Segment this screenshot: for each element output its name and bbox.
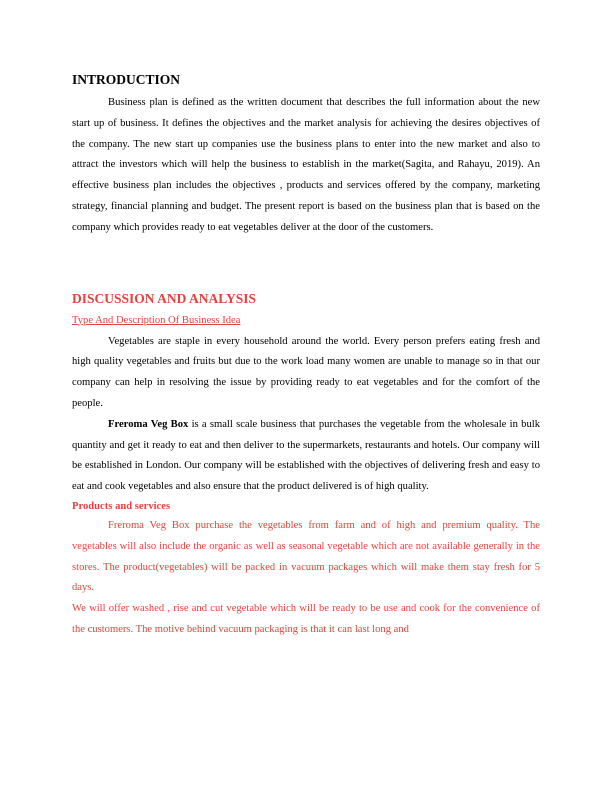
section-spacer <box>72 239 540 291</box>
document-page <box>72 72 540 641</box>
discussion-heading: DISCUSSION AND ANALYSIS <box>72 290 257 306</box>
business-idea-subheading: Type And Description Of Business Idea <box>72 314 241 326</box>
introduction-paragraph: Business plan is defined as the written document that describes the full information about the new start up of business. It defines the objectives and the market analysis for achieving the desires objectives of the company. The new start up companies use the business plans to enter into the new market and also to attract the investors which will help the business to establish in the market(Sagita, and Rahayu, 2019). An effective business plan includes the objectives , products and services offered by the company, marketing strategy, financial planning and budget. The present report is based on the business plan that is based on the company which provides ready to eat vegetables deliver at the door of the customers. <box>72 97 540 233</box>
introduction-heading: INTRODUCTION <box>72 72 181 87</box>
discussion-paragraph-1: Vegetables are staple in every household around the world. Every person prefers eating fresh and high quality vegetables and fruits but due to the work load many women are unable to manage so in that our company can help in resolving the issue by providing ready to eat vegetables and for the comfort of the people. <box>72 335 540 409</box>
products-paragraph-2: We will offer washed , rise and cut vegetable which will be ready to be use and cook for the convenience of the customers. The motive behind vacuum packaging is that it can last long and <box>72 603 540 635</box>
discussion-paragraph-2-text: is a small scale business that purchases the vegetable from the wholesale in bulk quantity and get it ready to eat and then deliver to the supermarkets, restaurants and hotels. Our company will be established in London. Our company will be established with the objectives of delivering fresh and easy to eat and cook vegetables and also ensure that the product delivered is of high quality. <box>72 418 540 493</box>
products-paragraph-1: Freroma Veg Box purchase the vegetables from farm and of high and premium quality. The vegetables will also include the organic as well as seasonal vegetable which are not available generally in the stores. The product(vegetables) will be packed in vacuum packages which will make them stay fresh for 5 days. <box>72 519 540 594</box>
company-name: Freroma Veg Box <box>108 418 189 430</box>
discussion-paragraph-2 <box>72 415 540 498</box>
products-heading: Products and services <box>72 500 171 512</box>
